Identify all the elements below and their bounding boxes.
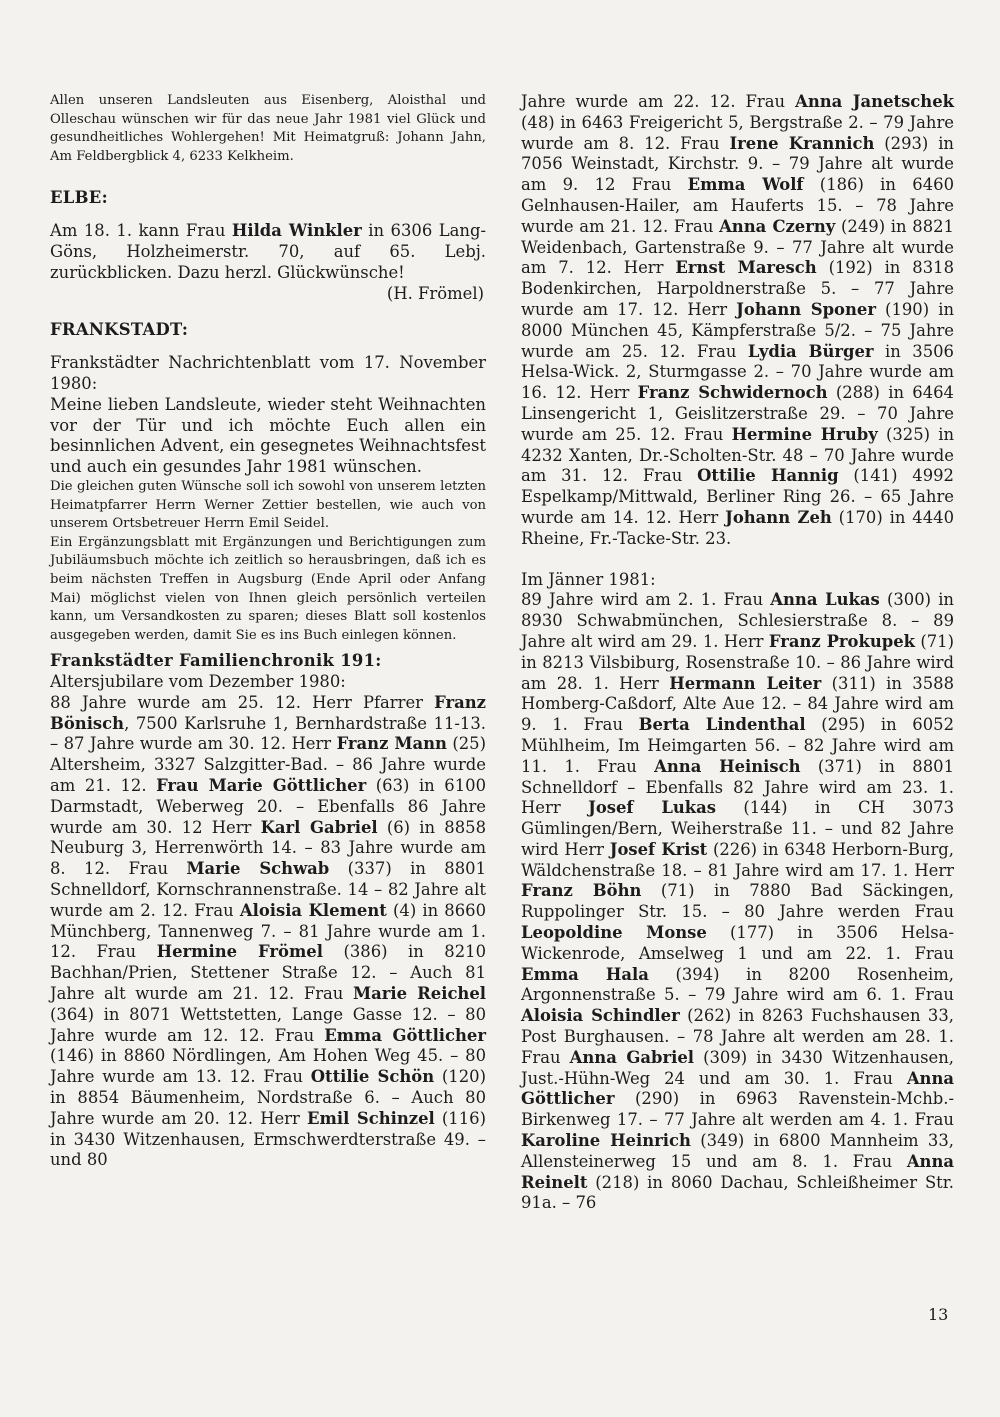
intro-greeting: Allen unseren Landsleuten aus Eisenberg, Aloisthal und Olleschau wünschen wir für das neue Jahr 1981 viel Glück und gesundheitliches Wohlergehen! Mit Heimatgruß: Johann Jahn, Am Feldbergblick 4, 6233 Kelkheim. xyxy=(50,93,486,164)
left-column xyxy=(50,92,486,1171)
right-column xyxy=(521,92,954,1214)
honoree-name: Hilda Winkler xyxy=(231,221,362,241)
jubilarian-name: Johann Zeh xyxy=(725,507,832,527)
jubilarian-name: Josef Krist xyxy=(609,839,708,859)
jubilarian-name: Berta Lindenthal xyxy=(638,715,806,735)
chronik-subtitle: Altersjubilare vom Dezember 1980: xyxy=(50,672,346,692)
jubilarian-name: Hermine Hruby xyxy=(731,424,878,444)
jubilarian-name: Franz Schwidernoch xyxy=(637,383,828,403)
jubilarian-name: Emma Wolf xyxy=(687,175,804,195)
jubilarian-name: Emma Göttlicher xyxy=(324,1025,486,1045)
jubilarian-name: Anna Reinelt xyxy=(521,1151,954,1192)
elbe-signature: (H. Frömel) xyxy=(386,283,484,303)
section-heading-elbe: ELBE: xyxy=(50,188,108,208)
jubilarian-name: Franz Bönisch xyxy=(50,692,486,733)
jubilarian-name: Irene Krannich xyxy=(729,133,875,153)
elbe-announcement: Am 18. 1. kann Frau Hilda Winkler in 6306 Lang-Göns, Holzheimerstr. 70, auf 65. Lebj. zurückblicken. Dazu herzl. Glückwünsche! xyxy=(50,221,486,282)
jubilarian-name: Anna Janetschek xyxy=(795,92,954,111)
jubilarian-name: Marie Schwab xyxy=(186,859,330,879)
january-heading: Im Jänner 1981: xyxy=(521,569,656,589)
jubilarian-name: Lydia Bürger xyxy=(747,341,874,361)
jubilarian-name: Anna Gabriel xyxy=(569,1047,694,1067)
frankstadt-supplement-note: Ein Ergänzungsblatt mit Ergänzungen und Berichtigungen zum Jubiläumsbuch möchte ich zeitlich so herausbringen, daß ich es beim nächsten Treffen in Augsburg (Ende April oder Anfang Mai) möglichst vielen von Ihnen gleich persönlich verteilen kann, um Versandkosten zu sparen; dieses Blatt soll kostenlos ausgegeben werden, damit Sie es ins Buch einlegen können. xyxy=(50,534,486,643)
jubilarian-name: Anna Lukas xyxy=(770,590,880,610)
frankstadt-wishes: Die gleichen guten Wünsche soll ich sowohl von unserem letzten Heimatpfarrer Herrn Werner Zettier bestellen, wie auch von unserem Ortsbetreuer Herrn Emil Seidel. xyxy=(50,478,486,532)
section-heading-frankstadt: FRANKSTADT: xyxy=(50,320,189,340)
jubilarian-name: Leopoldine Monse xyxy=(521,923,707,943)
page-number: 13 xyxy=(928,1305,949,1324)
jubilarian-name: Hermann Leiter xyxy=(669,673,822,693)
jubilarian-name: Frau Marie Göttlicher xyxy=(156,776,367,796)
chronik-heading: Frankstädter Familienchronik 191: xyxy=(50,651,382,671)
jubilarian-name: Franz Mann xyxy=(336,734,447,754)
jubilarian-name: Hermine Frömel xyxy=(156,942,323,962)
jubilarian-name: Ernst Maresch xyxy=(675,258,817,278)
jubilarian-name: Karl Gabriel xyxy=(260,817,378,837)
jubilarian-name: Emil Schinzel xyxy=(307,1108,435,1128)
jubilarian-name: Anna Czerny xyxy=(719,216,836,236)
jubilarian-name: Anna Heinisch xyxy=(654,756,801,776)
frankstadt-greeting: Meine lieben Landsleute, wieder steht Weihnachten vor der Tür und ich möchte Euch allen ein besinnlichen Advent, ein gesegnetes Weihnachtsfest und auch ein gesundes Jahr 1981 wünschen. xyxy=(50,394,486,477)
chronik-december-list: 88 Jahre wurde am 25. 12. Herr Pfarrer Franz Bönisch, 7500 Karlsruhe 1, Bernhardstraße 11-13. – 87 Jahre wurde am 30. 12. Herr Franz Mann (25) Altersheim, 3327 Salzgitter-Bad. – 86 Jahre wurde am 21. 12. Frau Marie Göttlicher (63) in 6100 Darmstadt, Weberweg 20. – Ebenfalls 86 Jahre wurde am 30. 12 Herr Karl Gabriel (6) in 8858 Neuburg 3, Herrenwörth 14. – 83 Jahre wurde am 8. 12. Frau Marie Schwab (337) in 8801 Schnelldorf, Kornschrannenstraße. 14 – 82 Jahre alt wurde am 2. 12. Frau Aloisia Klement (4) in 8660 Münchberg, Tannenweg 7. – 81 Jahre wurde am 1. 12. Frau Hermine Frömel (386) in 8210 Bachhan/Prien, Stettener Straße 12. – Auch 81 Jahre alt wurde am 21. 12. Frau Marie Reichel (364) in 8071 Wettstetten, Lange Gasse 12. – 80 Jahre wurde am 12. 12. Frau Emma Göttlicher (146) in 8860 Nördlingen, Am Hohen Weg 45. – 80 Jahre wurde am 13. 12. Frau Ottilie Schön (120) in 8854 Bäumenheim, Nordstraße 6. – Auch 80 Jahre wurde am 20. 12. Herr Emil Schinzel (116) in 3430 Witzenhausen, Ermschwerdterstraße 49. – und 80 xyxy=(50,692,487,1170)
jubilarian-name: Franz Prokupek xyxy=(768,631,915,651)
jubilarian-name: Anna Göttlicher xyxy=(521,1068,954,1109)
jubilarian-name: Aloisia Klement xyxy=(239,900,387,920)
jubilarian-name: Josef Lukas xyxy=(588,798,716,818)
jubilarian-name: Emma Hala xyxy=(521,964,649,984)
jubilarian-name: Karoline Heinrich xyxy=(521,1131,691,1151)
chronik-january-list: 89 Jahre wird am 2. 1. Frau Anna Lukas (300) in 8930 Schwabmünchen, Schlesierstraße 8. – 89 Jahre alt wird am 29. 1. Herr Franz Prokupek (71) in 8213 Vilsbiburg, Rosenstraße 10. – 86 Jahre wird am 28. 1. Herr Hermann Leiter (311) in 3588 Homberg-Caßdorf, Alte Aue 12. – 84 Jahre wird am 9. 1. Frau Berta Lindenthal (295) in 6052 Mühlheim, Im Heimgarten 56. – 82 Jahre wird am 11. 1. Frau Anna Heinisch (371) in 8801 Schnelldorf – Ebenfalls 82 Jahre wird am 23. 1. Herr Josef Lukas (144) in CH 3073 Gümlingen/Bern, Weiherstraße 11. – und 82 Jahre wird Herr Josef Krist (226) in 6348 Herborn-Burg, Wäldchenstraße 18. – 81 Jahre wird am 17. 1. Herr Franz Böhn (71) in 7880 Bad Säckingen, Ruppolinger Str. 15. – 80 Jahre werden Frau Leopoldine Monse (177) in 3506 Helsa-Wickenrode, Amselweg 1 und am 22. 1. Frau Emma Hala (394) in 8200 Rosenheim, Argonnenstraße 5. – 79 Jahre wird am 6. 1. Frau Aloisia Schindler (262) in 8263 Fuchshausen 33, Post Burghausen. – 78 Jahre alt werden am 28. 1. Frau Anna Gabriel (309) in 3430 Witzenhausen, Just.-Hühn-Weg 24 und am 30. 1. Frau Anna Göttlicher (290) in 6963 Ravenstein-Mchb.-Birkenweg 17. – 77 Jahre alt werden am 4. 1. Frau Karoline Heinrich (349) in 6800 Mannheim 33, Allensteinerweg 15 und am 8. 1. Frau Anna Reinelt (218) in 8060 Dachau, Schleißheimer Str. 91a. – 76 xyxy=(521,590,955,1213)
jubilarian-name: Ottilie Hannig xyxy=(697,466,839,486)
jubilarian-name: Johann Sponer xyxy=(736,299,876,319)
frankstadt-newsletter-date: Frankstädter Nachrichtenblatt vom 17. November 1980: xyxy=(50,353,486,393)
jubilarian-name: Franz Böhn xyxy=(521,881,642,901)
jubilarian-name: Aloisia Schindler xyxy=(521,1006,680,1026)
chronik-december-list-continued: Jahre wurde am 22. 12. Frau Anna Janetschek (48) in 6463 Freigericht 5, Bergstraße 2. – 79 Jahre wurde am 8. 12. Frau Irene Krannich (293) in 7056 Weinstadt, Kirchstr. 9. – 79 Jahre alt wurde am 9. 12 Frau Emma Wolf (186) in 6460 Gelnhausen-Hailer, am Hauferts 15. – 78 Jahre wurde am 21. 12. Frau Anna Czerny (249) in 8821 Weidenbach, Gartenstraße 9. – 77 Jahre alt wurde am 7. 12. Herr Ernst Maresch (192) in 8318 Bodenkirchen, Harpoldnerstraße 5. – 77 Jahre wurde am 17. 12. Herr Johann Sponer (190) in 8000 München 45, Kämpferstraße 5/2. – 75 Jahre wurde am 25. 12. Frau Lydia Bürger in 3506 Helsa-Wick. 2, Sturmgasse 2. – 70 Jahre wurde am 16. 12. Herr Franz Schwidernoch (288) in 6464 Linsengericht 1, Geislitzerstraße 29. – 70 Jahre wurde am 25. 12. Frau Hermine Hruby (325) in 4232 Xanten, Dr.-Scholten-Str. 48 – 70 Jahre wurde am 31. 12. Frau Ottilie Hannig (141) 4992 Espelkamp/Mittwald, Berliner Ring 26. – 65 Jahre wurde am 14. 12. Herr Johann Zeh (170) in 4440 Rheine, Fr.-Tacke-Str. 23. xyxy=(521,92,955,548)
jubilarian-name: Ottilie Schön xyxy=(310,1067,435,1087)
jubilarian-name: Marie Reichel xyxy=(353,984,487,1004)
